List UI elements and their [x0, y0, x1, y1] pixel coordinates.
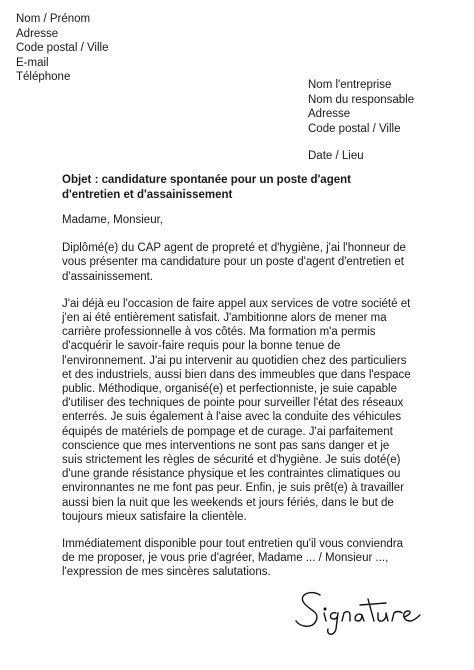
sender-name: Nom / Prénom — [16, 13, 91, 25]
paragraph-closing: Immédiatement disponible pour tout entretien qu'il vous conviendra de me proposer, je vous prie d'agréer, Madame ... / Monsieur ..., l'expression de mes sincères salutations. — [62, 538, 404, 579]
signature — [290, 585, 430, 641]
recipient-postal-city: Code postal / Ville — [308, 122, 401, 135]
paragraph-experience: J'ai déjà eu l'occasion de faire appel aux services de votre société et j'en ai été entièrement satisfait. J'ambitionne alors de mener ma carrière professionnelle à vos côtés. Ma formation m'a permis d'acquérir le savoir-faire requis pour la bonne tenue de l'environnement. J'ai pu intervenir au quotidien chez des particuliers et des industriels, aussi bien dans des immeubles que dans l'espace public. Méthodique, organisé(e) et perfectionniste, je suie capable d'utiliser des techniques de pointe pour surveiller l'état des réseaux enterrés. Je suis également à l'aise avec la conduite des véhicules équipés de matériels de pompage et de curage. J'ai parfaitement conscience que mes interventions ne sont pas sans danger et je suis strictement les règles de sécurité et d'hygiène. Je suis doté(e) d'une grande résistance physique et les contraintes climatiques ou environnantes ne me font pas peur. Enfin, je suis prêt(e) à travailler aussi bien la nuit que les weekends et jours fériés, dans le but de toujours mieux satisfaire la clientèle. — [62, 297, 411, 523]
sender-phone: Téléphone — [16, 71, 71, 84]
paragraph-intro: Diplômé(e) du CAP agent de propreté et d'hygiène, j'ai l'honneur de vous présenter ma candidature pour un poste d'agent d'entretien et d'assainissement. — [62, 242, 406, 283]
signature-scribble-icon — [290, 585, 430, 641]
sender-address: Adresse — [16, 27, 59, 40]
letter-body — [62, 213, 412, 593]
letter-subject: Objet : candidature spontanée pour un poste d'agent d'entretien et d'assainissement — [62, 174, 351, 201]
recipient-manager: Nom du responsable — [308, 93, 415, 106]
recipient-address: Adresse — [308, 108, 351, 121]
sender-email: E-mail — [16, 56, 49, 69]
salutation: Madame, Monsieur, — [62, 214, 163, 226]
recipient-company: Nom l'entreprise — [308, 79, 392, 91]
sender-postal-city: Code postal / Ville — [16, 42, 109, 55]
recipient-block — [308, 78, 414, 136]
date-place: Date / Lieu — [308, 150, 364, 162]
sender-block — [16, 12, 108, 85]
